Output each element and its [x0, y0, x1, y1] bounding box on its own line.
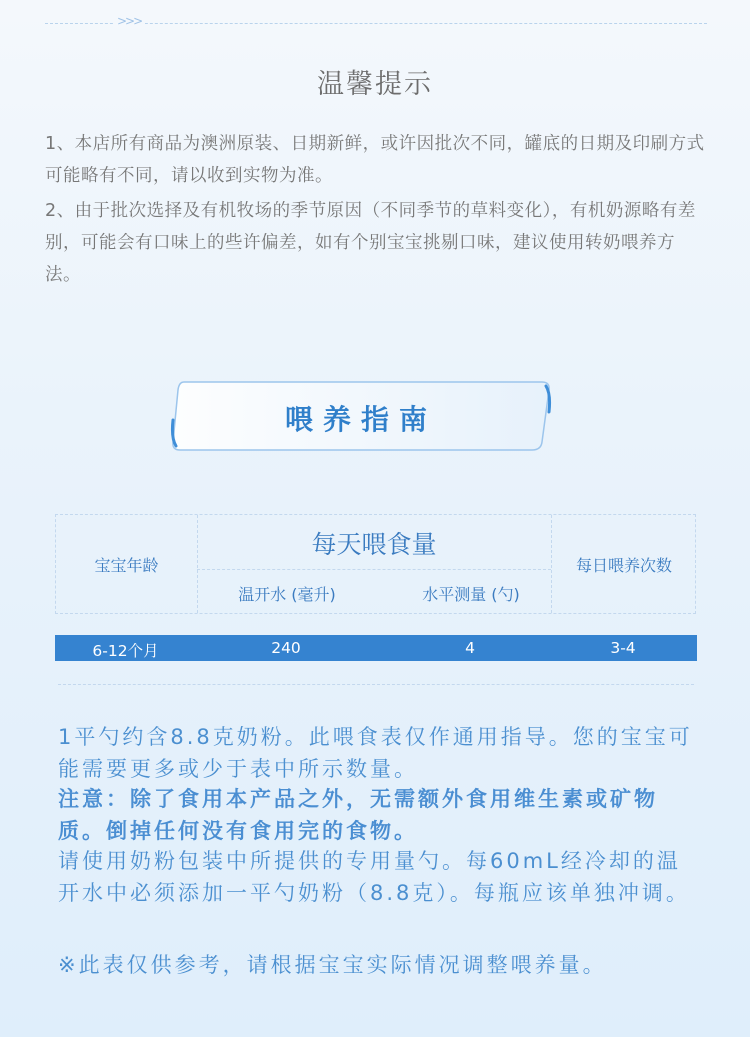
feeding-table-header [55, 514, 696, 614]
row-age: 6-12个月 [92, 642, 159, 660]
note-preparation: 请使用奶粉包装中所提供的专用量勺。每60mL经冷却的温开水中必须添加一平勺奶粉（8.8克）。每瓶应该单独冲调。 [58, 849, 690, 905]
top-decorative-rule [45, 14, 707, 28]
feeding-guide-title: 喂养指南 [284, 403, 437, 436]
row-water: 240 [271, 639, 301, 657]
table-row [55, 635, 697, 661]
tips-title: 温馨提示 [317, 69, 433, 100]
note-scoop-info: 1平勺约含8.8克奶粉。此喂食表仅作通用指导。您的宝宝可能需要更多或少于表中所示数量。 [58, 725, 693, 781]
chevron-right-icon: >>> [113, 14, 145, 28]
note-reference: ※此表仅供参考，请根据宝宝实际情况调整喂养量。 [58, 953, 607, 977]
table-divider [197, 569, 551, 570]
header-age: 宝宝年龄 [94, 556, 159, 575]
header-daily-amount: 每天喂食量 [311, 530, 437, 559]
note-attention: 注意：除了食用本产品之外，无需额外食用维生素或矿物质。倒掉任何没有食用完的食物。 [58, 787, 658, 843]
header-times: 每日喂养次数 [575, 556, 672, 575]
header-water: 温开水 (毫升) [238, 585, 336, 604]
tips-item-1: 1、本店所有商品为澳洲原装、日期新鲜，或许因批次不同，罐底的日期及印刷方式可能略有不同，请以收到实物为准。 [45, 134, 705, 186]
row-times: 3-4 [610, 639, 636, 657]
row-scoop: 4 [465, 639, 475, 657]
tips-item-2: 2、由于批次选择及有机牧场的季节原因（不同季节的草料变化），有机奶源略有差别，可能会有口味上的些许偏差，如有个别宝宝挑剔口味，建议使用转奶喂养方法。 [45, 201, 696, 285]
header-scoop: 水平测量 (勺) [422, 585, 520, 604]
dashed-divider [58, 684, 694, 685]
feeding-guide-banner [170, 380, 552, 452]
